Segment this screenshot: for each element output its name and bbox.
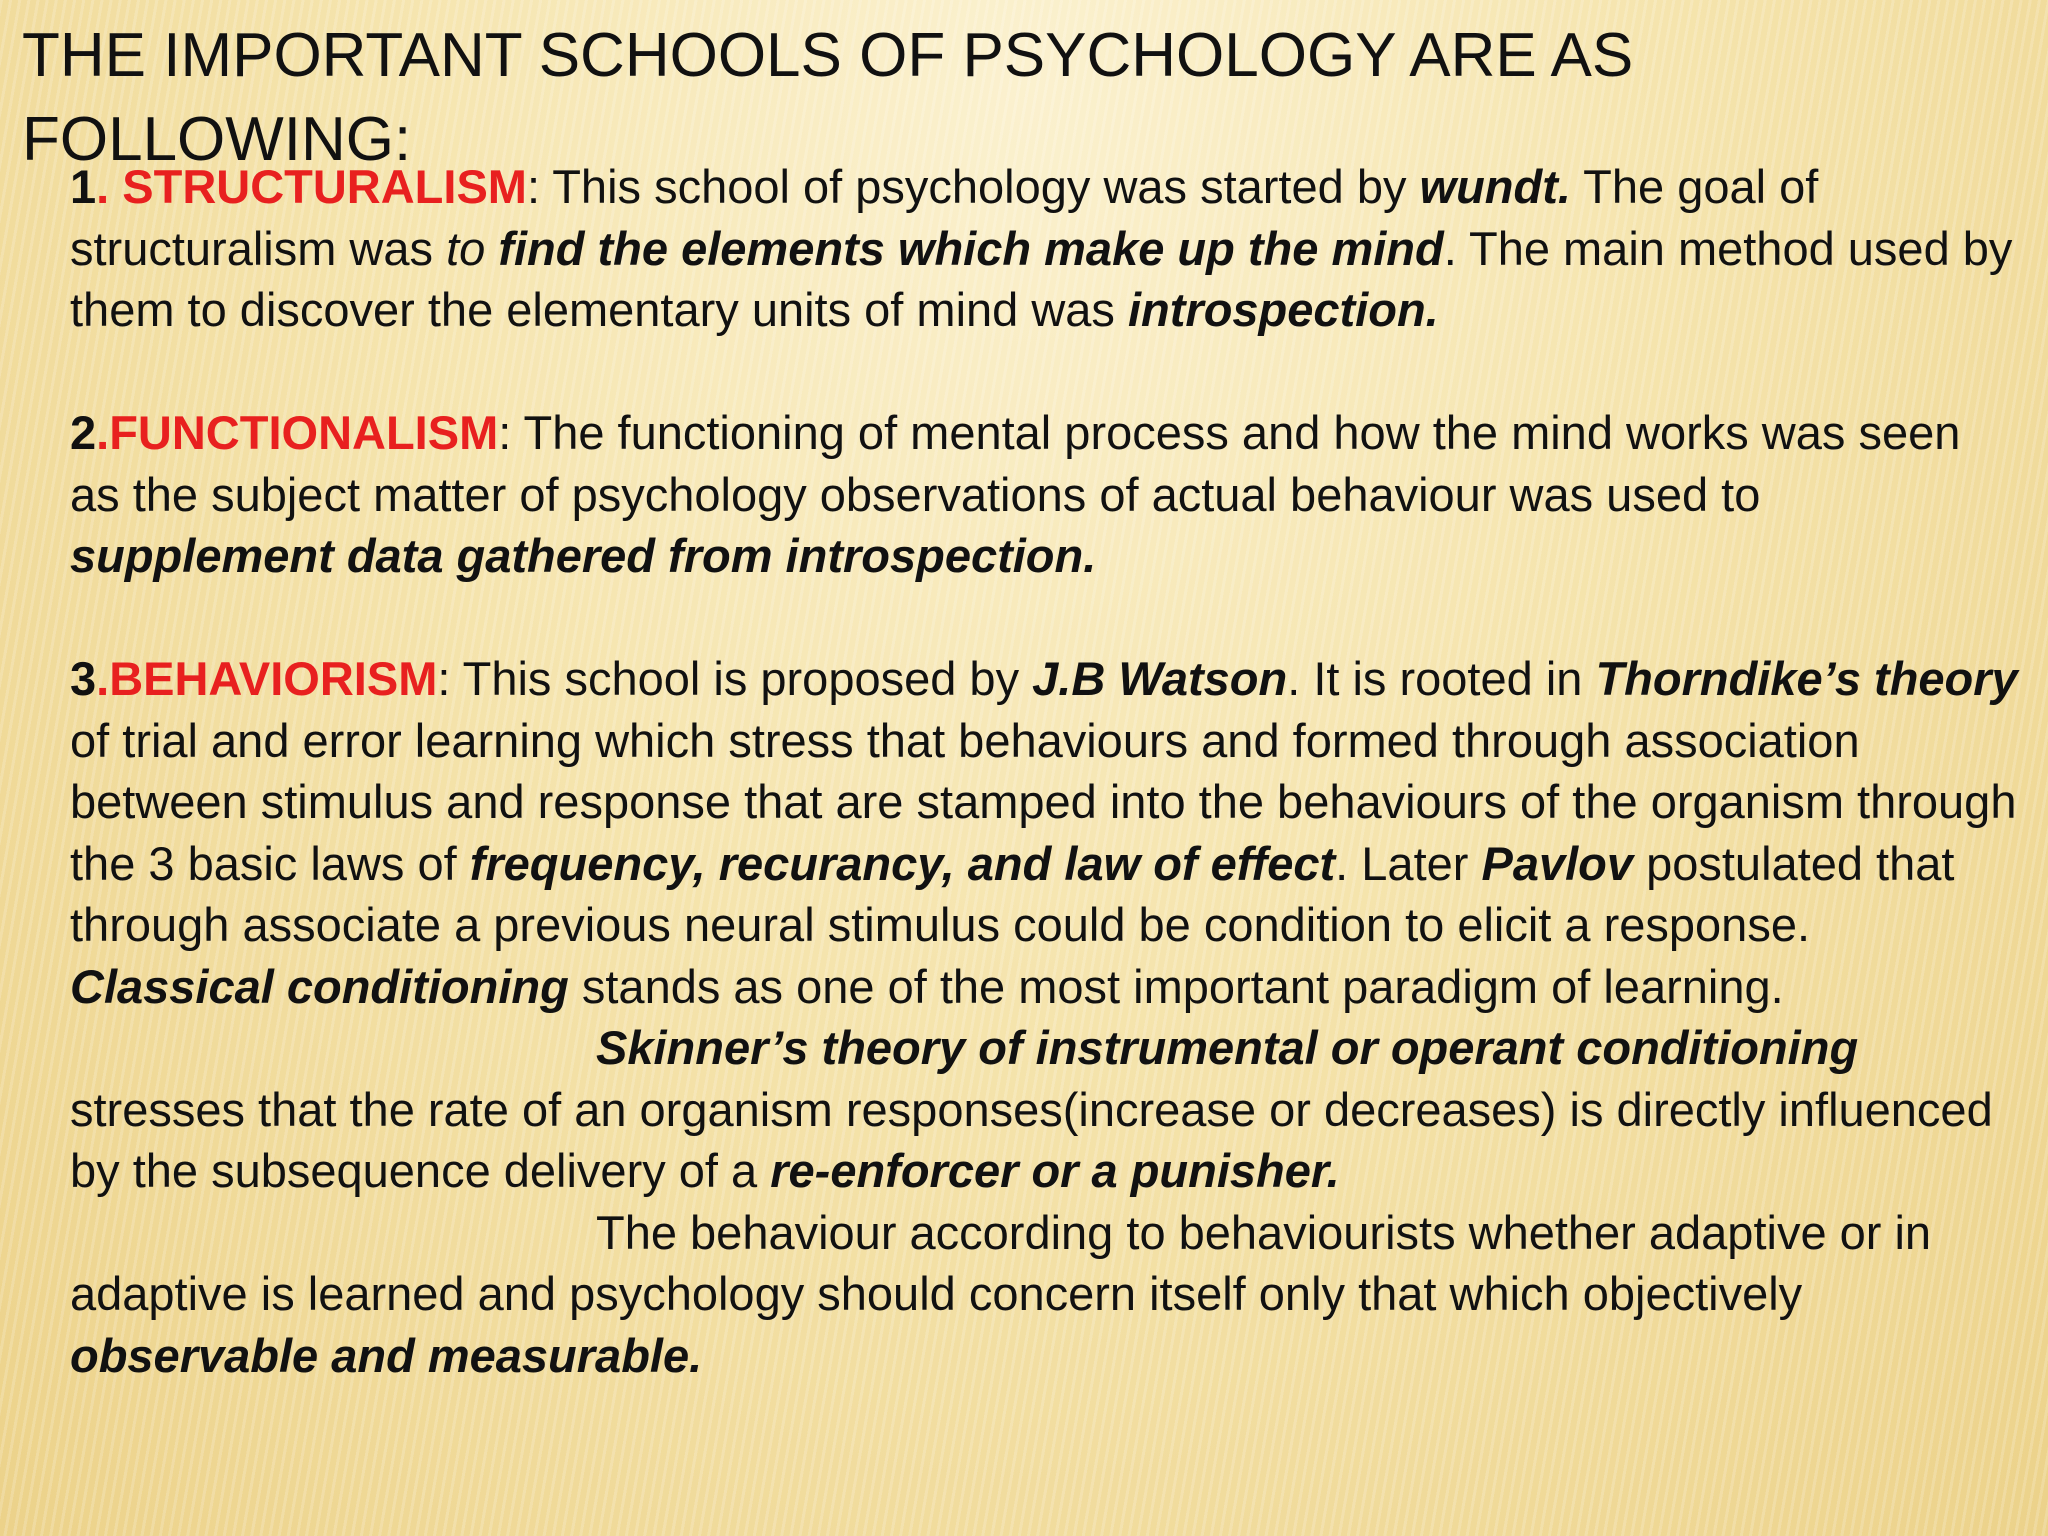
behaviorism-text-7: stresses that the rate of an organism responses(increase or decreases) is directly influenced by the subsequence delivery of a — [70, 1082, 1993, 1197]
functionalism-paragraph — [70, 402, 2020, 587]
behaviorism-text-6: stands as one of the most important paradigm of learning. — [568, 959, 1784, 1013]
behaviorism-text-1: : This school is proposed by — [437, 652, 1033, 705]
functionalism-text-1: : The functioning of mental process and how the mind works was seen as the subject matter of psychology observations of actual behaviour was used to — [70, 406, 1961, 521]
slide-title: THE IMPORTANT SCHOOLS OF PSYCHOLOGY ARE AS FOLLOWING: — [22, 21, 1634, 174]
structuralism-to: to — [446, 221, 486, 275]
behaviorism-text-5: postulated that through associate a previous neural stimulus could be condition to elicit a response. — [70, 836, 1955, 951]
behaviorism-classical: Classical conditioning — [70, 959, 569, 1013]
behaviorism-laws: frequency, recurancy, and law of effect — [469, 836, 1336, 890]
behaviorism-text-8: The behaviour according to behaviourists whether adaptive or in adaptive is learned and psychology should concern itself only that which objectively — [70, 1205, 1932, 1320]
behaviorism-reenforcer: re-enforcer or a punisher. — [770, 1144, 1340, 1197]
behaviorism-text-4: . Later — [1335, 836, 1482, 890]
behaviorism-number: 3 — [70, 652, 97, 705]
structuralism-introspection: introspection. — [1127, 283, 1439, 336]
structuralism-paragraph — [70, 156, 2020, 341]
skinner-line — [70, 1017, 2020, 1079]
structuralism-elements: find the elements which make up the mind — [498, 221, 1444, 275]
structuralism-wundt: wundt. — [1419, 160, 1571, 213]
functionalism-number: 2 — [70, 406, 97, 459]
behaviorism-dot: . — [96, 652, 110, 705]
structuralism-text-1: : This school of psychology was started by — [526, 160, 1420, 213]
structuralism-text-3 — [485, 222, 498, 275]
functionalism-dot: . — [96, 406, 110, 459]
behaviorism-text-3: of trial and error learning which stress that behaviours and formed through association between stimulus and response that are stamped into the behaviours of the organism through the 3 basic laws of — [70, 713, 2017, 890]
behaviorism-paragraph — [70, 648, 2020, 1386]
behaviorism-watson: J.B Watson — [1032, 652, 1288, 705]
slide-body — [70, 156, 2020, 1386]
behaviorism-text-2: . It is rooted in — [1287, 652, 1596, 705]
structuralism-number: 1 — [70, 160, 97, 213]
behaviorism-skinner: Skinner’s theory of instrumental or operant conditioning — [596, 1021, 1859, 1074]
structuralism-dot: . — [96, 160, 123, 213]
behaviorism-thorndike: Thorndike’s theory — [1595, 652, 2018, 705]
behaviorism-pavlov: Pavlov — [1481, 836, 1634, 890]
functionalism-supplement: supplement data gathered from introspection. — [70, 529, 1097, 582]
structuralism-text-4: . The main method used by them to discover the elementary units of mind was — [70, 221, 2013, 336]
behaviour-line — [70, 1206, 1931, 1382]
functionalism-heading: FUNCTIONALISM — [109, 406, 499, 459]
behaviorism-heading: BEHAVIORISM — [109, 652, 438, 705]
structuralism-text-2: The goal of structuralism was — [70, 160, 1819, 275]
structuralism-heading: STRUCTURALISM — [122, 160, 527, 213]
behaviorism-observable: observable and measurable. — [70, 1328, 703, 1382]
